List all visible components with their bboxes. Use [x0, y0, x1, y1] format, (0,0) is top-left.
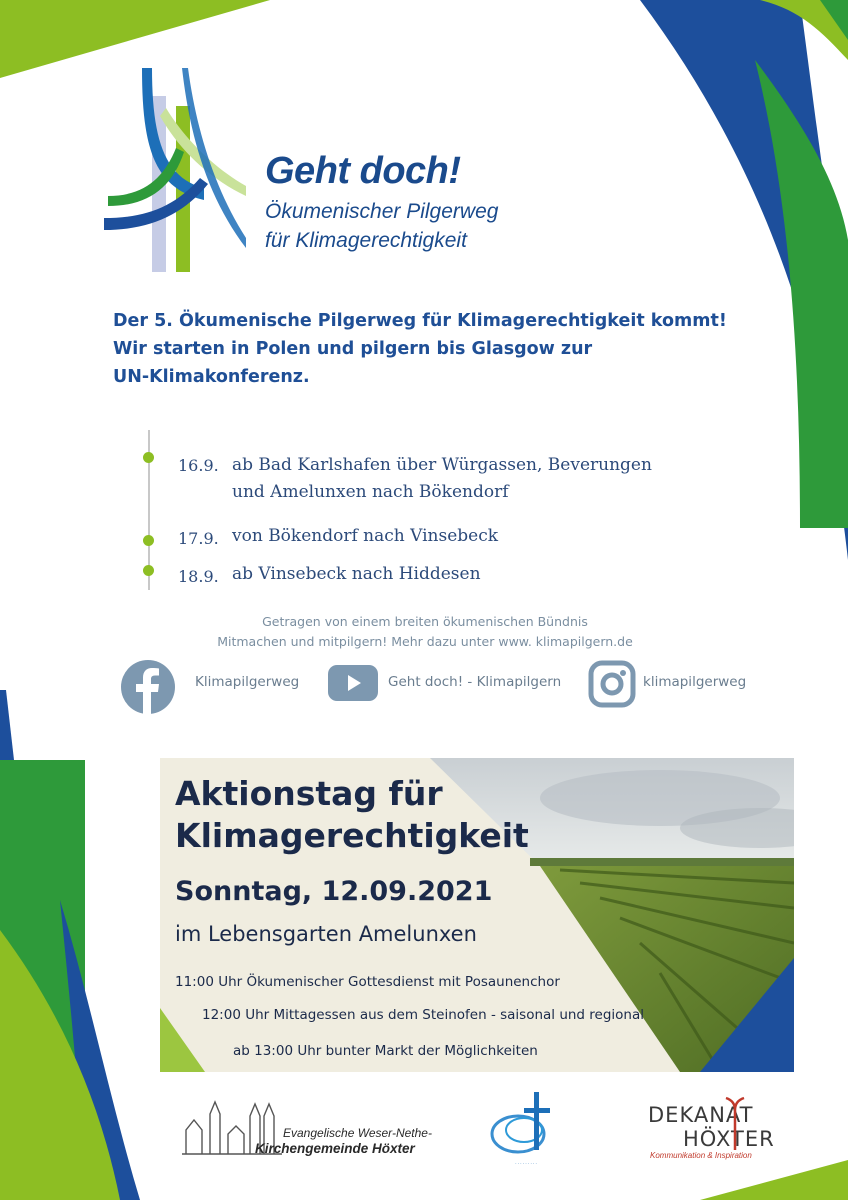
stage-line: und Amelunxen nach Bökendorf — [232, 482, 509, 502]
logo-title: Geht doch! — [265, 150, 461, 192]
youtube-link[interactable]: Geht doch! - Klimapilgern — [388, 674, 562, 690]
logo-subtitle-line1: Ökumenischer Pilgerweg — [265, 200, 499, 223]
youtube-icon[interactable] — [328, 665, 378, 701]
dekanat-line2: HÖXTER — [683, 1127, 775, 1151]
stage-line: ab Bad Karlshafen über Würgassen, Beverungen — [232, 455, 652, 475]
swoosh-left-thin-blue — [0, 690, 14, 760]
instagram-icon[interactable] — [588, 660, 636, 708]
stage-line: von Bökendorf nach Vinsebeck — [232, 526, 499, 546]
intro-line2: Wir starten in Polen und pilgern bis Glasgow zur — [113, 339, 593, 359]
stage-line: ab Vinsebeck nach Hiddesen — [232, 564, 481, 584]
catholic-parish-logo-icon — [488, 1088, 564, 1170]
intro-line1: Der 5. Ökumenische Pilgerweg für Klimagerechtigkeit kommt! — [113, 311, 727, 331]
facebook-icon[interactable] — [121, 660, 175, 714]
timeline-dot — [143, 452, 154, 463]
pilgerweg-logo-icon — [104, 68, 246, 274]
stage-date: 18.9. — [178, 567, 219, 586]
support-line2: Mitmachen und mitpilgern! Mehr dazu unter www. klimapilgern.de — [217, 634, 633, 649]
program-item: ab 13:00 Uhr bunter Markt der Möglichkeiten — [233, 1043, 538, 1059]
action-title-line2: Klimagerechtigkeit — [175, 816, 529, 855]
intro-line3: UN-Klimakonferenz. — [113, 367, 310, 387]
support-line1: Getragen von einem breiten ökumenischen Bündnis — [262, 614, 588, 629]
stage-text — [232, 452, 692, 506]
program-item: 11:00 Uhr Ökumenischer Gottesdienst mit Posaunenchor — [175, 974, 560, 990]
svg-text:· · · · · · · · ·: · · · · · · · · · — [515, 1161, 537, 1166]
timeline-dot — [143, 565, 154, 576]
dekanat-tagline: Kommunikation & Inspiration — [650, 1151, 752, 1160]
logo-subtitle-line2: für Klimagerechtigkeit — [265, 229, 467, 252]
facebook-link[interactable]: Klimapilgerweg — [195, 674, 300, 690]
timeline-dot — [143, 535, 154, 546]
corner-swoosh-bottom-right — [700, 1160, 848, 1200]
dekanat-cross-icon — [722, 1096, 748, 1152]
action-title-line1: Aktionstag für — [175, 774, 443, 813]
action-date: Sonntag, 12.09.2021 — [175, 876, 493, 907]
dekanat-line1: DEKANAT — [648, 1103, 754, 1127]
action-place: im Lebensgarten Amelunxen — [175, 922, 477, 946]
corner-swoosh-top-left — [0, 0, 270, 78]
instagram-link[interactable]: klimapilgerweg — [643, 674, 747, 690]
stage-date: 17.9. — [178, 529, 219, 548]
church-name-line2: Kirchengemeinde Höxter — [255, 1141, 415, 1156]
stage-date: 16.9. — [178, 456, 219, 475]
program-item: 12:00 Uhr Mittagessen aus dem Steinofen - saisonal und regional — [202, 1007, 645, 1023]
intro-text — [113, 307, 753, 391]
church-name-line1: Evangelische Weser-Nethe- — [283, 1126, 432, 1140]
